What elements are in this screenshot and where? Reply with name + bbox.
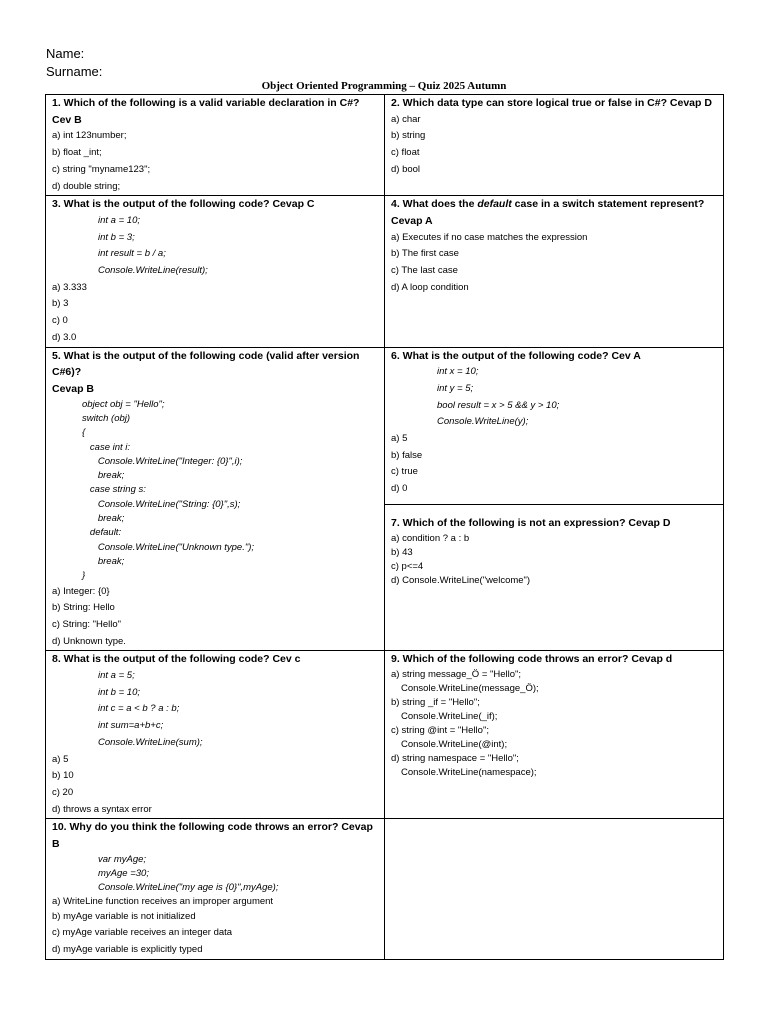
option: c) String: "Hello" <box>52 618 122 630</box>
code-line: int b = 3; <box>98 231 135 243</box>
code-line: int result = b / a; <box>98 248 166 260</box>
question-text: 7. Which of the following is not an expression? Cevap D <box>391 516 671 529</box>
code-line: bool result = x > 5 && y > 10; <box>437 399 560 411</box>
question-9 <box>385 651 724 819</box>
option: d) 3.0 <box>52 331 77 343</box>
code-line: object obj = "Hello"; <box>82 398 165 410</box>
code-line: case string s: <box>82 484 146 496</box>
question-2 <box>385 95 724 196</box>
option: a) Executes if no case matches the expression <box>391 231 588 243</box>
code-line: switch (obj) <box>82 412 131 424</box>
question-answer-line: Cevap B <box>52 382 95 395</box>
code-line: break; <box>82 555 125 567</box>
option: b) 3 <box>52 298 69 310</box>
code-line: int c = a < b ? a : b; <box>98 703 180 715</box>
question-text: 10. Why do you think the following code throws an error? Cevap B <box>52 821 373 851</box>
option: d) Unknown type. <box>52 635 126 647</box>
option: c) myAge variable receives an integer data <box>52 927 233 939</box>
option: a) condition ? a : b <box>391 532 470 544</box>
question-text: 5. What is the output of the following code (valid after version C#6)? <box>52 349 360 379</box>
option: c) string @int = "Hello"; <box>391 725 489 737</box>
code-line: break; <box>82 470 125 482</box>
code-line: default: <box>82 527 122 539</box>
code-line: case int i: <box>82 441 131 453</box>
option: d) string namespace = "Hello"; <box>391 753 519 765</box>
quiz-table <box>45 94 724 960</box>
quiz-row <box>46 347 724 651</box>
option: a) Integer: {0} <box>52 585 110 597</box>
option: d) bool <box>391 163 421 175</box>
code-line: Console.WriteLine("Unknown type."); <box>82 541 255 553</box>
option: c) The last case <box>391 265 458 277</box>
code-line: break; <box>82 513 125 525</box>
question-10 <box>46 819 385 960</box>
quiz-row <box>46 95 724 196</box>
option: a) int 123number; <box>52 130 127 142</box>
option: c) 0 <box>52 315 68 327</box>
option: a) 5 <box>52 753 69 765</box>
option-code: Console.WriteLine(@int); <box>401 739 508 751</box>
option: a) char <box>391 113 421 125</box>
question-1 <box>46 95 385 196</box>
option: b) string _if = "Hello"; <box>391 697 480 709</box>
option: a) 3.333 <box>52 281 87 293</box>
question-4 <box>385 196 724 347</box>
option: b) String: Hello <box>52 602 115 614</box>
option: c) true <box>391 466 418 478</box>
option: b) 10 <box>52 770 74 782</box>
code-line: int x = 10; <box>437 366 479 378</box>
code-line: Console.WriteLine(sum); <box>98 736 203 748</box>
question-text: 4. What does the default case in a switch statement represent? <box>391 198 705 211</box>
option: d) myAge variable is explicitly typed <box>52 944 203 956</box>
code-line: Console.WriteLine(result); <box>98 265 208 277</box>
code-line: Console.WriteLine("my age is {0}",myAge); <box>98 881 279 893</box>
code-line: Console.WriteLine("String: {0}",s); <box>82 498 241 510</box>
option: d) Console.WriteLine("welcome") <box>391 574 531 586</box>
quiz-row <box>46 196 724 347</box>
question-text: 2. Which data type can store logical true or false in C#? Cevap D <box>391 97 712 109</box>
code-line: int b = 10; <box>98 686 140 698</box>
option: a) string message_Ö = "Hello"; <box>391 669 522 681</box>
quiz-row <box>46 819 724 960</box>
code-line: int y = 5; <box>437 382 474 394</box>
question-3 <box>46 196 385 347</box>
question-text: 1. Which of the following is a valid variable declaration in C#? Cev B <box>52 97 360 126</box>
question-answer-line: Cevap A <box>391 214 433 227</box>
question-5 <box>46 347 385 651</box>
option: d) 0 <box>391 483 408 495</box>
code-line: int a = 10; <box>98 214 140 226</box>
questions-6-7 <box>385 347 724 651</box>
empty-cell <box>385 819 724 960</box>
code-line: int a = 5; <box>98 670 135 682</box>
option: c) string "myname123"; <box>52 163 151 175</box>
option: b) The first case <box>391 248 459 260</box>
code-line: Console.WriteLine("Integer: {0}",i); <box>82 455 243 467</box>
question-text: 9. Which of the following code throws an error? Cevap d <box>391 653 673 666</box>
page-title: Object Oriented Programming – Quiz 2025 Autumn <box>261 80 507 92</box>
option: b) float _int; <box>52 147 102 159</box>
question-text: 6. What is the output of the following code? Cev A <box>391 349 641 362</box>
option: c) 20 <box>52 786 74 798</box>
option: a) WriteLine function receives an improper argument <box>52 895 274 907</box>
code-line: var myAge; <box>98 853 147 865</box>
option: c) float <box>391 147 420 159</box>
option: b) false <box>391 449 423 461</box>
option-code: Console.WriteLine(namespace); <box>401 767 537 779</box>
name-label: Name: <box>46 46 85 61</box>
surname-label: Surname: <box>46 64 103 79</box>
option: d) A loop condition <box>391 281 469 293</box>
code-line: { <box>82 427 86 439</box>
question-text: 8. What is the output of the following code? Cev c <box>52 653 301 666</box>
option: b) myAge variable is not initialized <box>52 910 196 922</box>
option-code: Console.WriteLine(message_Ö); <box>401 683 539 695</box>
option: a) 5 <box>391 433 408 445</box>
option: d) throws a syntax error <box>52 803 152 815</box>
code-line: myAge =30; <box>98 867 149 879</box>
code-line: Console.WriteLine(y); <box>437 416 529 428</box>
quiz-row <box>46 651 724 819</box>
code-line: int sum=a+b+c; <box>98 720 164 732</box>
option: b) string <box>391 130 426 142</box>
question-text: 3. What is the output of the following code? Cevap C <box>52 198 315 211</box>
option: c) p<=4 <box>391 560 424 572</box>
divider <box>385 504 723 505</box>
code-line: } <box>82 570 86 582</box>
question-8 <box>46 651 385 819</box>
option-code: Console.WriteLine(_if); <box>401 711 498 723</box>
option: d) double string; <box>52 180 121 192</box>
option: b) 43 <box>391 546 413 558</box>
